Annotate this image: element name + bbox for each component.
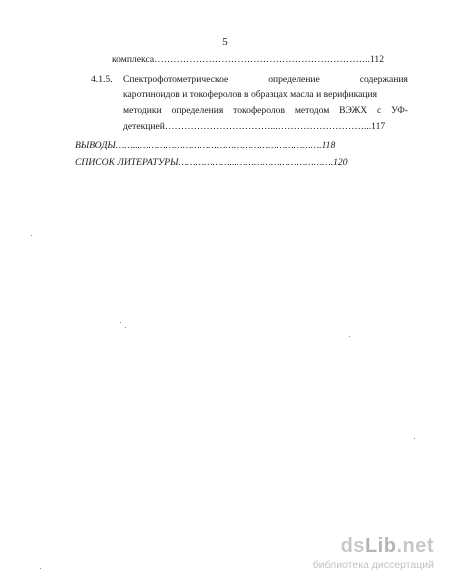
toc-word: методики bbox=[123, 105, 162, 116]
scan-speck bbox=[120, 322, 121, 323]
toc-section-title-line3 bbox=[123, 105, 408, 117]
scan-speck bbox=[414, 438, 415, 439]
toc-section-number: 4.1.5. bbox=[91, 74, 113, 85]
toc-word: токоферолов bbox=[233, 105, 286, 116]
watermark bbox=[313, 535, 434, 571]
toc-section-title-line1 bbox=[123, 74, 408, 86]
toc-word: содержания bbox=[359, 74, 408, 85]
scan-speck bbox=[125, 327, 126, 328]
toc-section-title-line2: каротиноидов и токоферолов в образцах масла и верификация bbox=[123, 89, 378, 100]
toc-word: с bbox=[377, 105, 382, 116]
toc-conclusions: ВЫВОДЫ……...……………………………………………………….118 bbox=[75, 140, 336, 151]
scan-speck bbox=[31, 235, 32, 236]
toc-word: Спектрофотометрическое bbox=[123, 74, 229, 85]
toc-entry-continuation: комплекса…………………………………………………………..112 bbox=[112, 54, 384, 65]
page-number: 5 bbox=[222, 36, 228, 48]
toc-section-title-line4: детекцией……………………………...………………………...117 bbox=[123, 121, 386, 132]
toc-word: ВЭЖХ bbox=[339, 105, 368, 116]
toc-word: определение bbox=[268, 74, 320, 85]
scan-speck bbox=[349, 336, 350, 337]
scan-speck bbox=[40, 568, 41, 569]
toc-word: методом bbox=[294, 105, 330, 116]
watermark-logo: dsLib.net bbox=[340, 535, 434, 557]
toc-word: определения bbox=[171, 105, 224, 116]
toc-word: УФ- bbox=[391, 105, 408, 116]
toc-references: СПИСОК ЛИТЕРАТУРЫ………………...…………………………….120 bbox=[75, 157, 348, 168]
watermark-subtitle: библиотека диссертаций bbox=[312, 559, 434, 571]
